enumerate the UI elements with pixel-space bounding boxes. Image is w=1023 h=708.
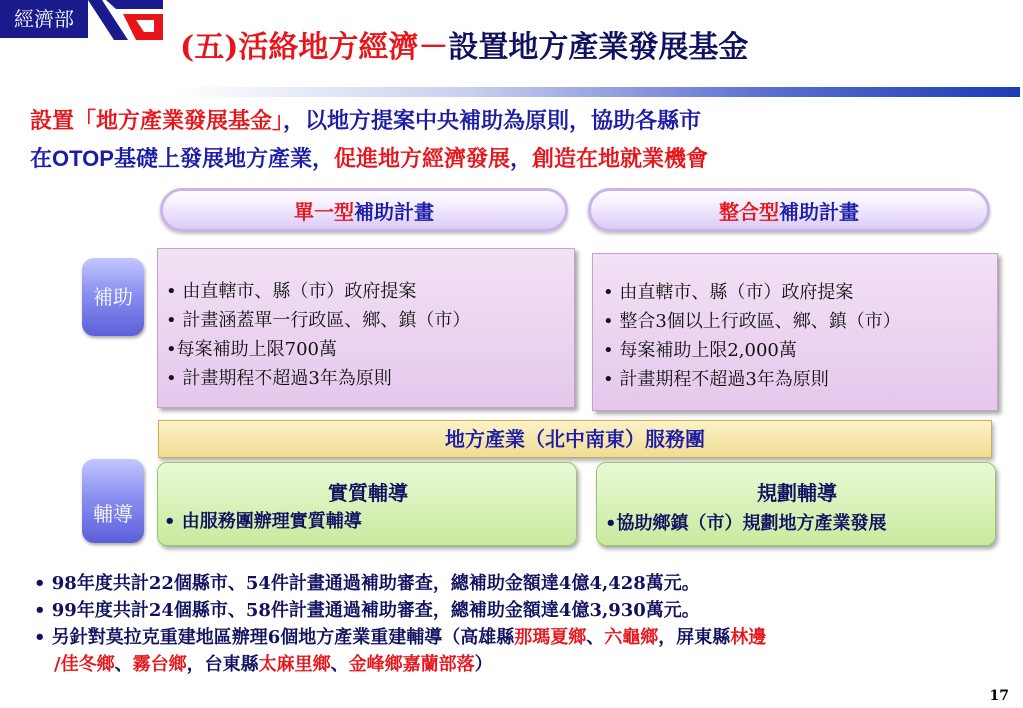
township-name: 六龜鄉 — [604, 627, 659, 648]
integrated-plan-item: • 整合3個以上行政區、鄉、鎮（市） — [603, 311, 901, 332]
bullet-text: ，台東縣 — [186, 654, 259, 675]
title-underline-bar — [175, 87, 1020, 97]
planning-guidance-item: •協助鄉鎮（市）規劃地方產業發展 — [605, 513, 887, 534]
bullet-text: • 另針對莫拉克重建地區辦理6個地方產業重建輔導（高雄縣 — [34, 627, 515, 648]
planning-guidance-title: 規劃輔導 — [757, 481, 837, 505]
integrated-plan-item: • 每案補助上限2,000萬 — [603, 340, 797, 361]
bottom-bullet-morakot — [34, 624, 766, 651]
bottom-bullet-99: • 99年度共計24個縣市、58件計畫通過補助審查，總補助金額達4億3,930萬元。 — [34, 600, 700, 621]
ministry-logo-text: 經濟部 — [0, 0, 88, 38]
single-plan-type: 單一型 — [294, 200, 354, 224]
intro-goal-1: 促進地方經濟發展 — [333, 146, 510, 172]
single-plan-label: 補助計畫 — [354, 200, 434, 224]
single-plan-item: •每案補助上限700萬 — [166, 339, 337, 360]
ministry-logo-icon — [88, 0, 163, 40]
single-plan-item: • 由直轄市、縣（市）政府提案 — [166, 281, 417, 302]
township-name: 霧台鄉 — [132, 654, 187, 675]
substantive-guidance-item: • 由服務團辦理實質輔導 — [164, 511, 362, 532]
planning-guidance-box — [596, 462, 996, 546]
integrated-plan-label: 補助計畫 — [779, 200, 859, 224]
bottom-bullet-morakot-cont — [54, 651, 493, 678]
integrated-plan-header — [588, 188, 990, 232]
page-title-red: (五)活絡地方經濟－ — [180, 30, 449, 65]
integrated-plan-type: 整合型 — [719, 200, 779, 224]
intro-line-1 — [30, 106, 1015, 136]
township-name: 金峰鄉嘉蘭部落 — [348, 654, 475, 675]
bullet-text: 、 — [330, 654, 349, 675]
intro-text: 基礎上發展地方產業， — [113, 146, 334, 172]
bullet-text: ，屏東縣 — [658, 627, 731, 648]
intro-goal-2: 創造在地就業機會 — [532, 146, 709, 172]
integrated-plan-item: • 由直轄市、縣（市）政府提案 — [603, 282, 854, 303]
bullet-text: 、 — [586, 627, 605, 648]
township-name: /佳冬鄉 — [54, 654, 115, 675]
service-group-bar: 地方產業（北中南東）服務團 — [158, 420, 992, 458]
side-label-subsidy: 補助 — [82, 258, 144, 336]
township-name: 林邊 — [730, 627, 767, 648]
intro-text: 在 — [30, 146, 53, 172]
single-plan-item: • 計畫涵蓋單一行政區、鄉、鎮（市） — [166, 310, 471, 331]
substantive-guidance-box — [157, 462, 577, 546]
integrated-plan-item: • 計畫期程不超過3年為原則 — [603, 369, 829, 390]
single-plan-item: • 計畫期程不超過3年為原則 — [166, 368, 392, 389]
intro-otop: OTOP — [52, 146, 114, 171]
side-label-guidance: 輔導 — [82, 459, 144, 543]
bullet-text: 、 — [114, 654, 133, 675]
intro-fund-name: 設置「地方產業發展基金」 — [30, 108, 284, 134]
township-name: 太麻里鄉 — [258, 654, 331, 675]
page-number: 17 — [989, 688, 1009, 704]
intro-text: ， — [510, 146, 533, 172]
substantive-guidance-title: 實質輔導 — [328, 481, 408, 505]
intro-principle: ，以地方提案中央補助為原則，協助各縣市 — [283, 108, 702, 134]
bottom-bullet-98: • 98年度共計22個縣市、54件計畫通過補助審查，總補助金額達4億4,428萬元。 — [34, 573, 700, 594]
township-name: 那瑪夏鄉 — [514, 627, 587, 648]
page-title-navy: 設置地方產業發展基金 — [448, 30, 749, 65]
page-title — [180, 22, 1020, 66]
bullet-text: ） — [474, 654, 493, 675]
integrated-plan-box — [592, 253, 998, 411]
single-plan-box — [157, 248, 575, 408]
intro-line-2 — [30, 144, 1015, 174]
single-plan-header — [160, 188, 568, 232]
